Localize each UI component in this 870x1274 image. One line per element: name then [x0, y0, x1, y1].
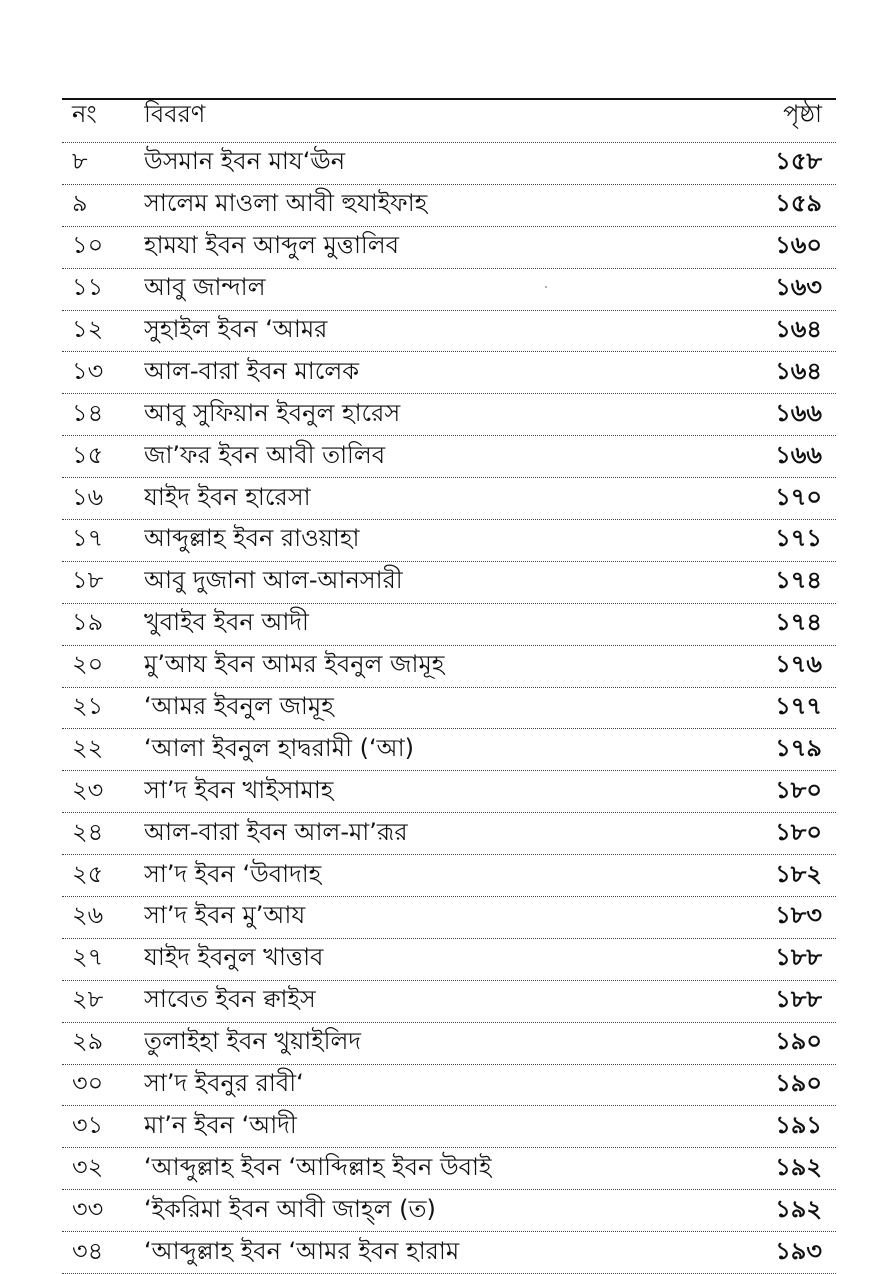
toc-entry-page: ১৮২	[775, 859, 822, 888]
toc-entry-number: ৩৩	[72, 1194, 104, 1223]
toc-entry-page: ১৬৬	[775, 440, 822, 469]
toc-entry-page: ১৮৮	[775, 943, 822, 972]
toc-row	[62, 269, 836, 311]
toc-entry-page: ১৬৪	[775, 315, 822, 343]
toc-entry-page: ১৯৩	[775, 1236, 822, 1265]
header-number: নং	[72, 100, 97, 128]
toc-row	[62, 1148, 836, 1190]
toc-row	[62, 1232, 836, 1274]
toc-entry-number: ২৮	[72, 985, 104, 1014]
toc-header-row	[62, 98, 836, 143]
toc-entry-number: ৩২	[72, 1152, 104, 1181]
toc-entry-title: হামযা ইবন আব্দুল মুত্তালিব	[144, 231, 400, 260]
toc-entry-page: ১৮৮	[775, 985, 822, 1014]
toc-entry-number: ১৪	[72, 398, 104, 427]
toc-row	[62, 939, 836, 981]
toc-row	[62, 981, 836, 1023]
toc-row	[62, 1106, 836, 1148]
toc-row	[62, 227, 836, 269]
toc-entry-page: ১৬৪	[775, 356, 822, 385]
toc-entry-number: ১৩	[72, 356, 104, 385]
toc-entry-title: সা’দ ইবনুর রাবী‘	[144, 1069, 304, 1098]
toc-entry-title: খুবাইব ইবন আদী	[144, 608, 309, 637]
toc-row	[62, 143, 836, 185]
toc-entry-page: ১৬৩	[775, 273, 822, 302]
toc-entry-title: আবু জান্দাল	[144, 273, 266, 302]
toc-row	[62, 185, 836, 227]
toc-entry-number: ১৯	[72, 608, 104, 637]
toc-entry-page: ১৭৭	[775, 692, 822, 721]
toc-entry-title: সা’দ ইবন খাইসামাহ	[144, 775, 334, 804]
toc-entry-title: আবু দুজানা আল-আনসারী	[144, 566, 403, 595]
toc-body	[62, 143, 836, 1274]
toc-entry-page: ১৯২	[775, 1194, 822, 1223]
toc-entry-title: আল-বারা ইবন মালেক	[144, 356, 360, 385]
toc-row	[62, 1190, 836, 1232]
toc-entry-page: ১৫৮	[775, 147, 822, 176]
toc-entry-number: ৯	[72, 189, 88, 218]
toc-entry-number: ২৭	[72, 943, 104, 972]
toc-entry-number: ১১	[72, 273, 104, 302]
toc-entry-page: ১৭৯	[775, 733, 822, 762]
toc-entry-number: ২৬	[72, 901, 104, 930]
toc-entry-page: ১৮০	[775, 775, 822, 804]
toc-entry-number: ৩৪	[72, 1236, 104, 1265]
toc-row	[62, 520, 836, 562]
header-page: পৃষ্ঠা	[783, 100, 822, 128]
toc-entry-number: ২৪	[72, 817, 104, 846]
toc-entry-number: ২৩	[72, 775, 104, 804]
toc-row	[62, 604, 836, 646]
toc-row	[62, 311, 836, 353]
toc-entry-number: ১৫	[72, 440, 104, 469]
toc-entry-title: আবু সুফিয়ান ইবনুল হারেস	[144, 398, 401, 427]
toc-entry-page: ১৭০	[775, 482, 822, 511]
toc-entry-number: ১৭	[72, 524, 104, 553]
toc-entry-title: ‘আব্দুল্লাহ ইবন ‘আমর ইবন হারাম	[144, 1236, 460, 1265]
toc-entry-page: ১৮৩	[775, 901, 822, 930]
toc-entry-title: জা’ফর ইবন আবী তালিব	[144, 440, 386, 469]
toc-entry-number: ২১	[72, 692, 104, 721]
toc-row	[62, 478, 836, 520]
toc-row	[62, 813, 836, 855]
toc-row	[62, 729, 836, 771]
toc-entry-number: ৩১	[72, 1110, 104, 1139]
toc-entry-title: ‘আলা ইবনুল হাদ্বরামী (‘আ)	[144, 733, 414, 762]
toc-row	[62, 1023, 836, 1065]
toc-entry-title: উসমান ইবন মায‘ঊন	[144, 147, 346, 176]
toc-entry-title: আব্দুল্লাহ ইবন রাওয়াহা	[144, 524, 360, 553]
toc-entry-page: ১৯০	[775, 1069, 822, 1098]
toc-row	[62, 394, 836, 436]
toc-entry-number: ১৮	[72, 566, 104, 595]
toc-entry-number: ৮	[72, 147, 88, 176]
toc-entry-number: ১৬	[72, 482, 104, 511]
toc-entry-title: ‘ইকরিমা ইবন আবী জাহ্‌ল (ত)	[144, 1194, 436, 1223]
toc-entry-title: মা’ন ইবন ‘আদী	[144, 1110, 297, 1139]
toc-entry-title: যাইদ ইবনুল খাত্তাব	[144, 943, 324, 972]
toc-entry-page: ১৫৯	[775, 189, 822, 218]
scan-speck	[545, 286, 547, 288]
toc-row	[62, 771, 836, 813]
toc-entry-title: ‘আমর ইবনুল জামূহ	[144, 692, 334, 721]
toc-entry-number: ২৫	[72, 859, 104, 888]
toc-row	[62, 855, 836, 897]
toc-entry-title: যাইদ ইবন হারেসা	[144, 482, 311, 511]
toc-entry-page: ১৭৬	[775, 650, 822, 679]
toc-row	[62, 688, 836, 730]
toc-entry-title: সালেম মাওলা আবী হুযাইফাহ	[144, 189, 428, 218]
toc-entry-page: ১৮০	[775, 817, 822, 846]
toc-entry-number: ১২	[72, 315, 104, 343]
toc-entry-page: ১৯১	[775, 1110, 822, 1139]
toc-entry-page: ১৬০	[775, 231, 822, 260]
toc-entry-title: মু’আয ইবন আমর ইবনুল জামূহ	[144, 650, 445, 679]
toc-entry-title: আল-বারা ইবন আল-মা’রূর	[144, 817, 408, 846]
toc-entry-title: সা’দ ইবন মু’আয	[144, 901, 306, 930]
toc-entry-page: ১৭১	[775, 524, 822, 553]
toc-entry-page: ১৭৪	[775, 608, 822, 637]
toc-row	[62, 436, 836, 478]
toc-entry-page: ১৯০	[775, 1027, 822, 1056]
toc-entry-number: ২৯	[72, 1027, 104, 1056]
toc-row	[62, 1065, 836, 1107]
header-description: বিবরণ	[144, 100, 206, 128]
toc-entry-title: সা’দ ইবন ‘উবাদাহ	[144, 859, 322, 888]
toc-entry-number: ২২	[72, 733, 104, 762]
toc-row	[62, 562, 836, 604]
toc-entry-page: ১৬৬	[775, 398, 822, 427]
toc-row	[62, 897, 836, 939]
table-of-contents	[62, 98, 836, 1274]
toc-entry-number: ২০	[72, 650, 104, 679]
toc-entry-number: ৩০	[72, 1069, 104, 1098]
toc-entry-number: ১০	[72, 231, 104, 260]
toc-entry-page: ১৭৪	[775, 566, 822, 595]
toc-entry-title: ‘আব্দুল্লাহ ইবন ‘আব্দিল্লাহ ইবন উবাই	[144, 1152, 492, 1181]
toc-row	[62, 352, 836, 394]
toc-entry-title: তুলাইহা ইবন খুয়াইলিদ	[144, 1027, 362, 1056]
toc-row	[62, 646, 836, 688]
toc-entry-title: সুহাইল ইবন ‘আমর	[144, 315, 328, 343]
toc-entry-page: ১৯২	[775, 1152, 822, 1181]
toc-entry-title: সাবেত ইবন ক্বাইস	[144, 985, 316, 1014]
